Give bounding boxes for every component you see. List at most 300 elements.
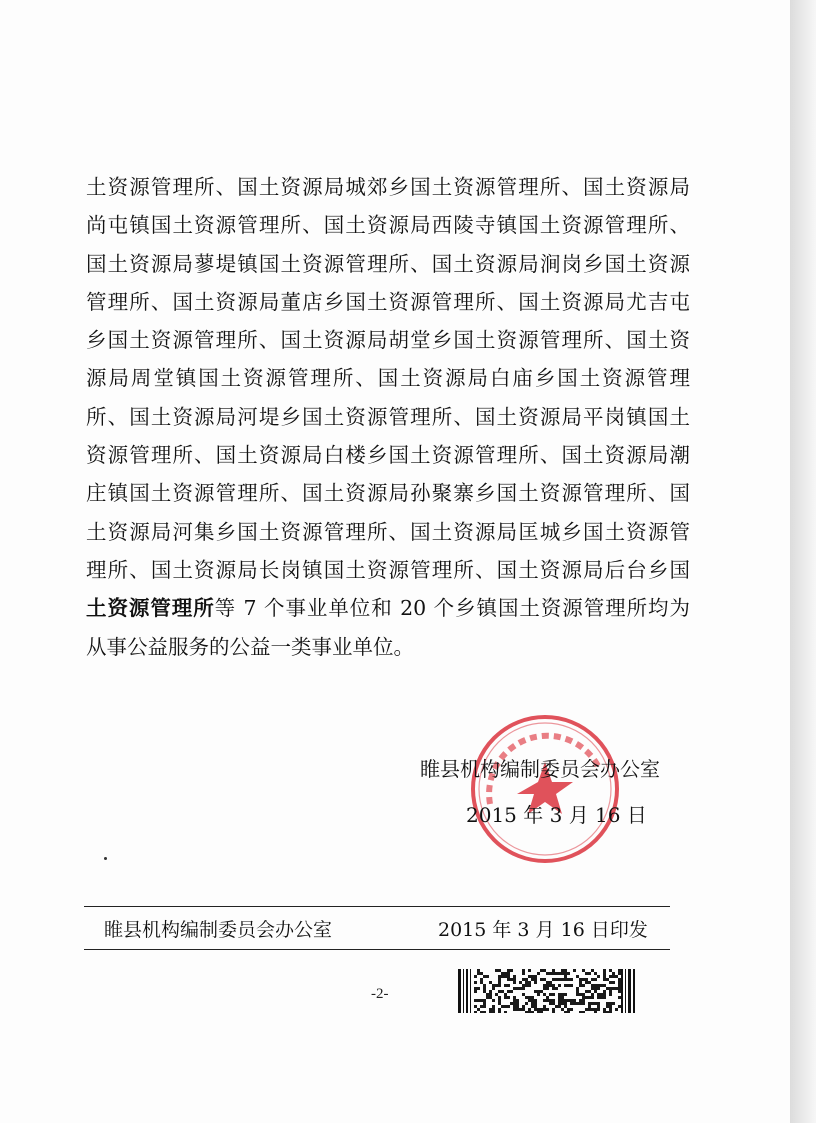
- body-line-final: 从事公益服务的公益一类事业单位。: [86, 634, 414, 659]
- barcode-module: [483, 987, 486, 990]
- barcode-module: [579, 993, 582, 996]
- barcode-module: [531, 1005, 534, 1008]
- body-line: 土资源局河集乡国土资源管理所、国土资源局匡城乡国土资源管: [86, 519, 690, 544]
- barcode-module: [597, 1005, 600, 1008]
- barcode-module: [513, 1008, 516, 1011]
- barcode-module: [474, 1005, 477, 1008]
- barcode-module: [606, 1005, 609, 1008]
- barcode-module: [558, 1005, 561, 1008]
- barcode-module: [543, 993, 546, 996]
- barcode-module: [522, 993, 525, 996]
- barcode-module: [492, 984, 495, 987]
- barcode-module: [558, 996, 561, 999]
- barcode-module: [588, 990, 591, 993]
- barcode-module: [591, 978, 594, 981]
- barcode-module: [483, 990, 486, 993]
- barcode-module: [492, 999, 495, 1002]
- barcode-module: [594, 1002, 597, 1005]
- barcode-module: [552, 984, 555, 987]
- barcode-module: [594, 987, 597, 990]
- barcode-module: [561, 972, 564, 975]
- barcode-module: [501, 1005, 504, 1008]
- barcode-module: [546, 981, 549, 984]
- barcode-module: [510, 990, 513, 993]
- barcode-module: [564, 969, 567, 972]
- barcode-module: [549, 972, 552, 975]
- barcode-module: [486, 993, 489, 996]
- barcode-module: [576, 975, 579, 978]
- barcode-module: [567, 999, 570, 1002]
- barcode-module: [489, 993, 492, 996]
- barcode-module: [534, 1005, 537, 1008]
- barcode-module: [558, 972, 561, 975]
- barcode-module: [609, 969, 612, 972]
- barcode-module: [570, 999, 573, 1002]
- barcode-module: [549, 993, 552, 996]
- barcode-module: [498, 1002, 501, 1005]
- barcode-module: [567, 984, 570, 987]
- barcode-module: [564, 1011, 567, 1013]
- barcode-module: [537, 1008, 540, 1011]
- barcode-module: [525, 984, 528, 987]
- barcode-module: [609, 1008, 612, 1011]
- barcode-module: [579, 1002, 582, 1005]
- barcode-module: [582, 969, 585, 972]
- barcode-module: [498, 969, 501, 972]
- barcode-module: [480, 999, 483, 1002]
- barcode-module: [564, 999, 567, 1002]
- barcode-module: [552, 993, 555, 996]
- barcode-module: [561, 978, 564, 981]
- barcode-module: [543, 1008, 546, 1011]
- barcode-module: [591, 993, 594, 996]
- barcode-module: [516, 987, 519, 990]
- barcode-module: [618, 981, 621, 984]
- barcode-module: [498, 990, 501, 993]
- barcode-module: [561, 969, 564, 972]
- barcode-module: [591, 987, 594, 990]
- footer-issuer: 睢县机构编制委员会办公室: [104, 919, 333, 941]
- barcode-module: [603, 1011, 606, 1013]
- barcode-module: [525, 981, 528, 984]
- barcode-module: [561, 999, 564, 1002]
- barcode-module: [537, 972, 540, 975]
- barcode-module: [606, 1002, 609, 1005]
- barcode-module: [504, 993, 507, 996]
- barcode-module: [591, 996, 594, 999]
- barcode-module: [489, 981, 492, 984]
- barcode-module: [543, 999, 546, 1002]
- barcode-module: [564, 984, 567, 987]
- barcode-module: [534, 1002, 537, 1005]
- barcode-module: [549, 1002, 552, 1005]
- barcode-module: [507, 975, 510, 978]
- barcode-module: [573, 999, 576, 1002]
- barcode-module: [552, 999, 555, 1002]
- barcode-module: [585, 981, 588, 984]
- barcode-module: [609, 1002, 612, 1005]
- barcode-module: [540, 978, 543, 981]
- barcode-module: [537, 993, 540, 996]
- barcode-module: [477, 999, 480, 1002]
- barcode-module: [582, 984, 585, 987]
- barcode-module: [531, 1002, 534, 1005]
- barcode-module: [477, 987, 480, 990]
- barcode-module: [522, 1005, 525, 1008]
- barcode-module: [567, 1008, 570, 1011]
- barcode-bar: [463, 969, 464, 1013]
- barcode-module: [486, 996, 489, 999]
- barcode-module: [582, 1011, 585, 1013]
- barcode-module: [513, 1002, 516, 1005]
- barcode-module: [516, 1008, 519, 1011]
- body-line-mixed: [86, 589, 690, 627]
- barcode-module: [597, 1008, 600, 1011]
- barcode-module: [558, 993, 561, 996]
- barcode-module: [585, 972, 588, 975]
- barcode-module: [534, 978, 537, 981]
- ink-speck: [104, 857, 107, 860]
- barcode-module: [594, 1008, 597, 1011]
- barcode-module: [516, 1005, 519, 1008]
- barcode-module: [564, 972, 567, 975]
- barcode-module: [579, 999, 582, 1002]
- barcode-module: [603, 972, 606, 975]
- footer-issue-date: 2015 年 3 月 16 日印发: [438, 919, 648, 941]
- body-line: 国土资源局蓼堤镇国土资源管理所、国土资源局涧岗乡国土资源: [86, 251, 690, 276]
- barcode-module: [522, 987, 525, 990]
- barcode-module: [567, 1011, 570, 1013]
- barcode-module: [573, 969, 576, 972]
- barcode-module: [543, 969, 546, 972]
- barcode-module: [576, 987, 579, 990]
- barcode-module: [474, 999, 477, 1002]
- barcode-module: [597, 987, 600, 990]
- barcode-module: [561, 1008, 564, 1011]
- barcode-module: [483, 999, 486, 1002]
- barcode-module: [483, 1005, 486, 1008]
- barcode-module: [573, 1002, 576, 1005]
- barcode-module: [579, 981, 582, 984]
- barcode-module: [597, 996, 600, 999]
- barcode-module: [489, 996, 492, 999]
- barcode-module: [492, 1008, 495, 1011]
- barcode-module: [558, 999, 561, 1002]
- barcode-module: [609, 1011, 612, 1013]
- barcode-module: [522, 1008, 525, 1011]
- official-seal-stamp: [468, 712, 622, 866]
- barcode-module: [591, 1002, 594, 1005]
- barcode-module: [585, 990, 588, 993]
- barcode-module: [579, 1011, 582, 1013]
- barcode-module: [489, 990, 492, 993]
- barcode-module: [537, 1011, 540, 1013]
- barcode-module: [552, 1008, 555, 1011]
- barcode-module: [546, 996, 549, 999]
- barcode-module: [498, 1011, 501, 1013]
- barcode-module: [609, 993, 612, 996]
- barcode-module: [564, 978, 567, 981]
- barcode-module: [522, 972, 525, 975]
- barcode-module: [474, 975, 477, 978]
- barcode-module: [540, 1008, 543, 1011]
- barcode-module: [555, 978, 558, 981]
- barcode-module: [492, 987, 495, 990]
- barcode-module: [504, 972, 507, 975]
- page-number: -2-: [371, 986, 389, 1002]
- barcode-module: [561, 996, 564, 999]
- body-line: 所、国土资源局河堤乡国土资源管理所、国土资源局平岗镇国土: [86, 404, 690, 429]
- barcode-module: [600, 984, 603, 987]
- barcode-module: [513, 987, 516, 990]
- barcode-module: [612, 975, 615, 978]
- barcode-module: [507, 972, 510, 975]
- barcode-module: [585, 978, 588, 981]
- barcode-module: [561, 1002, 564, 1005]
- body-normal-fragment: 等 7 个事业单位和 20 个乡镇国土资源管理所均为: [214, 596, 690, 621]
- barcode-module: [480, 1011, 483, 1013]
- barcode-module: [597, 1002, 600, 1005]
- barcode-module: [513, 999, 516, 1002]
- body-line: 理所、国土资源局长岗镇国土资源管理所、国土资源局后台乡国: [86, 557, 690, 582]
- barcode-module: [588, 1002, 591, 1005]
- barcode-module: [519, 987, 522, 990]
- barcode-module: [594, 990, 597, 993]
- barcode-module: [498, 996, 501, 999]
- barcode-module: [609, 987, 612, 990]
- barcode-module: [549, 981, 552, 984]
- barcode-module: [528, 999, 531, 1002]
- barcode-module: [507, 1005, 510, 1008]
- barcode-module: [513, 981, 516, 984]
- barcode-module: [480, 1005, 483, 1008]
- barcode-module: [612, 987, 615, 990]
- barcode-module: [603, 969, 606, 972]
- barcode-module: [585, 996, 588, 999]
- barcode-module: [609, 975, 612, 978]
- barcode-module: [531, 978, 534, 981]
- barcode-module: [603, 978, 606, 981]
- barcode-module: [579, 984, 582, 987]
- barcode-module: [480, 978, 483, 981]
- barcode-module: [564, 1002, 567, 1005]
- barcode-module: [603, 990, 606, 993]
- barcode-module: [540, 990, 543, 993]
- barcode-module: [501, 975, 504, 978]
- barcode-module: [504, 1005, 507, 1008]
- barcode-module: [492, 1005, 495, 1008]
- barcode-module: [597, 975, 600, 978]
- barcode-module: [582, 978, 585, 981]
- barcode-module: [489, 1008, 492, 1011]
- barcode-module: [513, 975, 516, 978]
- barcode-module: [564, 975, 567, 978]
- signature-date: 2015 年 3 月 16 日: [466, 803, 647, 827]
- barcode-module: [510, 1002, 513, 1005]
- barcode-module: [594, 978, 597, 981]
- barcode-module: [609, 990, 612, 993]
- barcode-module: [567, 972, 570, 975]
- barcode-module: [534, 1008, 537, 1011]
- barcode-module: [588, 981, 591, 984]
- barcode-module: [564, 993, 567, 996]
- barcode-module: [498, 978, 501, 981]
- barcode-module: [528, 1008, 531, 1011]
- barcode-module: [504, 975, 507, 978]
- barcode-module: [543, 1005, 546, 1008]
- barcode-module: [603, 993, 606, 996]
- footer-top-rule: [84, 906, 670, 907]
- barcode-module: [552, 978, 555, 981]
- body-line: 乡国土资源管理所、国土资源局胡堂乡国土资源管理所、国土资: [86, 328, 690, 353]
- barcode-module: [534, 981, 537, 984]
- barcode-module: [474, 990, 477, 993]
- barcode-module: [525, 1011, 528, 1013]
- scan-edge: [790, 0, 816, 1123]
- barcode-module: [477, 972, 480, 975]
- barcode-module: [576, 1002, 579, 1005]
- barcode-module: [555, 987, 558, 990]
- barcode-module: [516, 1002, 519, 1005]
- barcode-module: [591, 1008, 594, 1011]
- barcode-module: [555, 1005, 558, 1008]
- barcode-module: [570, 1002, 573, 1005]
- barcode-module: [546, 999, 549, 1002]
- barcode-module: [501, 972, 504, 975]
- barcode-module: [522, 978, 525, 981]
- barcode-module: [507, 996, 510, 999]
- body-bold-fragment: 土资源管理所: [86, 596, 215, 621]
- barcode-module: [513, 996, 516, 999]
- body-line: 资源管理所、国土资源局白楼乡国土资源管理所、国土资源局潮: [86, 443, 690, 468]
- barcode-module: [558, 1002, 561, 1005]
- barcode-module: [513, 978, 516, 981]
- barcode-module: [615, 975, 618, 978]
- barcode-module: [528, 984, 531, 987]
- barcode-module: [528, 996, 531, 999]
- barcode-module: [612, 1002, 615, 1005]
- signature-issuer: 睢县机构编制委员会办公室: [420, 757, 660, 781]
- barcode-module: [612, 981, 615, 984]
- barcode-module: [543, 987, 546, 990]
- barcode-module: [510, 978, 513, 981]
- barcode-module: [528, 1011, 531, 1013]
- barcode-module: [531, 996, 534, 999]
- barcode-module: [588, 1005, 591, 1008]
- barcode-module: [588, 972, 591, 975]
- barcode-module: [606, 987, 609, 990]
- barcode-module: [498, 999, 501, 1002]
- barcode-module: [483, 1002, 486, 1005]
- barcode-module: [618, 972, 621, 975]
- barcode-module: [528, 981, 531, 984]
- barcode-module: [519, 981, 522, 984]
- barcode-bar: [633, 969, 635, 1013]
- body-line: 尚屯镇国土资源管理所、国土资源局西陵寺镇国土资源管理所、: [86, 213, 690, 238]
- barcode-module: [498, 1008, 501, 1011]
- barcode-module: [594, 984, 597, 987]
- barcode-module: [507, 984, 510, 987]
- body-line: 管理所、国土资源局董店乡国土资源管理所、国土资源局尤吉屯: [86, 289, 690, 314]
- barcode-module: [555, 972, 558, 975]
- barcode-module: [582, 996, 585, 999]
- barcode-module: [546, 1008, 549, 1011]
- barcode-module: [603, 1008, 606, 1011]
- barcode-module: [546, 972, 549, 975]
- barcode-module: [591, 969, 594, 972]
- barcode-bar: [458, 969, 461, 1013]
- barcode-module: [531, 1011, 534, 1013]
- barcode-module: [543, 984, 546, 987]
- barcode-module: [591, 984, 594, 987]
- barcode-bar: [621, 969, 623, 1013]
- barcode-module: [477, 1008, 480, 1011]
- barcode-bar: [470, 969, 471, 1013]
- barcode-module: [528, 975, 531, 978]
- barcode-module: [498, 984, 501, 987]
- barcode-module: [540, 969, 543, 972]
- barcode-module: [570, 984, 573, 987]
- barcode-module: [606, 978, 609, 981]
- barcode-bar: [466, 969, 468, 1013]
- barcode-module: [495, 969, 498, 972]
- barcode-module: [549, 984, 552, 987]
- barcode-module: [603, 996, 606, 999]
- body-paragraph: [86, 168, 690, 666]
- barcode-module: [615, 1008, 618, 1011]
- barcode-module: [540, 1011, 543, 1013]
- barcode-module: [480, 972, 483, 975]
- barcode-module: [570, 1008, 573, 1011]
- barcode-module: [609, 981, 612, 984]
- barcode-module: [600, 996, 603, 999]
- barcode-module: [597, 993, 600, 996]
- barcode-module: [507, 990, 510, 993]
- barcode-module: [561, 993, 564, 996]
- barcode-module: [576, 993, 579, 996]
- barcode-module: [507, 969, 510, 972]
- barcode-module: [618, 987, 621, 990]
- barcode-module: [525, 978, 528, 981]
- barcode-module: [588, 1008, 591, 1011]
- barcode-module: [495, 993, 498, 996]
- barcode-module: [594, 972, 597, 975]
- barcode-module: [543, 978, 546, 981]
- barcode-module: [582, 999, 585, 1002]
- barcode-module: [516, 999, 519, 1002]
- barcode-module: [567, 978, 570, 981]
- barcode-module: [618, 969, 621, 972]
- barcode-module: [558, 984, 561, 987]
- barcode-module: [534, 975, 537, 978]
- barcode-module: [597, 984, 600, 987]
- body-line: 土资源管理所、国土资源局城郊乡国土资源管理所、国土资源局: [86, 175, 690, 199]
- barcode-module: [609, 1005, 612, 1008]
- barcode-module: [546, 984, 549, 987]
- barcode-module: [552, 972, 555, 975]
- barcode-module: [528, 969, 531, 972]
- barcode-module: [519, 1008, 522, 1011]
- body-line: 庄镇国土资源管理所、国土资源局孙聚寨乡国土资源管理所、国: [86, 481, 690, 506]
- barcode-bar: [628, 969, 631, 1013]
- barcode-module: [612, 972, 615, 975]
- barcode-module: [474, 981, 477, 984]
- barcode-module: [480, 981, 483, 984]
- barcode-module: [552, 987, 555, 990]
- footer-bottom-rule: [84, 949, 670, 950]
- barcode-module: [474, 987, 477, 990]
- barcode-module: [498, 981, 501, 984]
